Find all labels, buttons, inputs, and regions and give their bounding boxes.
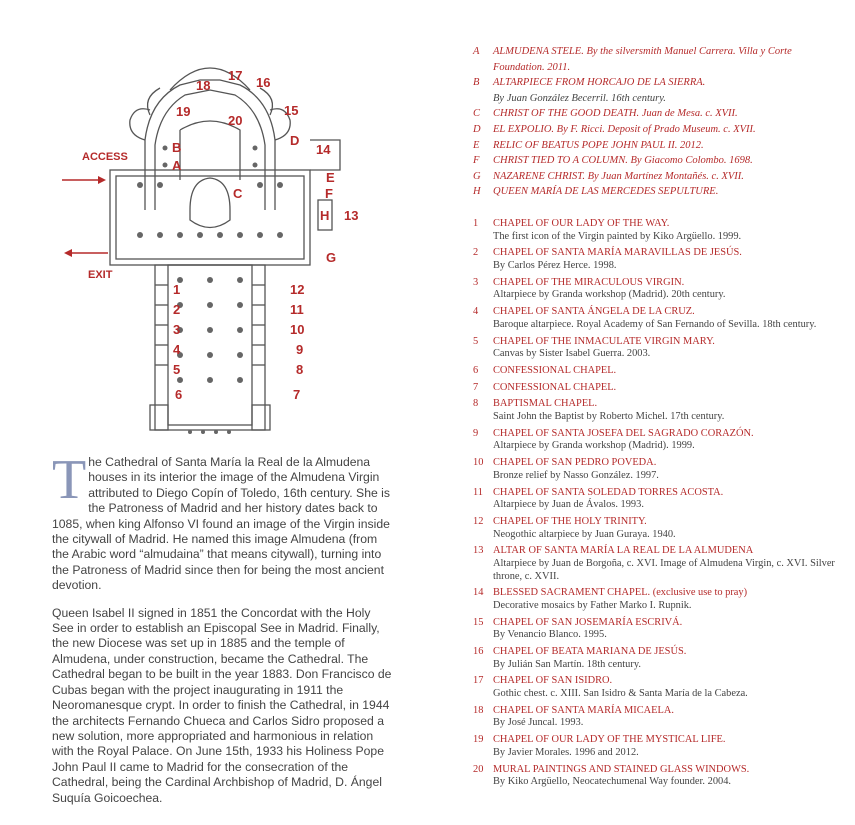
- chapel-item-8: [473, 398, 843, 423]
- chapel-title: CONFESSIONAL CHAPEL.: [493, 381, 617, 393]
- chapel-item-4: [473, 306, 843, 331]
- chapel-description: By Carlos Pérez Herce. 1998.: [493, 259, 617, 271]
- chapel-number: 6: [473, 364, 479, 376]
- floor-plan-svg: [50, 60, 370, 440]
- chapel-description: Altarpiece by Juan de Ávalos. 1993.: [493, 499, 644, 511]
- plan-letter-d: D: [290, 133, 300, 148]
- chapel-title: CHAPEL OF OUR LADY OF THE MYSTICAL LIFE.: [493, 734, 726, 746]
- chapel-number: 5: [473, 335, 479, 347]
- chapel-item-18: [473, 705, 843, 730]
- chapel-number: 2: [473, 247, 479, 259]
- chapel-item-12: [473, 516, 843, 541]
- plan-chapel-4: 4: [173, 342, 181, 357]
- chapel-description: Altarpiece by Juan de Borgoña, c. XVI. Image of Almudena Virgin, c. XVI. Silver throne, c. XVII.: [493, 557, 835, 582]
- chapel-list: [473, 218, 843, 793]
- legend-item-g: [473, 169, 843, 185]
- chapel-description: Decorative mosaics by Father Marko I. Rupnik.: [493, 599, 692, 611]
- plan-chapel-5: 5: [173, 362, 181, 377]
- chapel-title: CHAPEL OF THE MIRACULOUS VIRGIN.: [493, 276, 685, 288]
- plan-chapel-15: 15: [284, 103, 299, 118]
- access-label: ACCESS: [82, 151, 128, 163]
- plan-chapel-14: 14: [316, 142, 331, 157]
- chapel-description: Neogothic altarpiece by Juan Guraya. 1940.: [493, 528, 676, 540]
- chapel-title: BLESSED SACRAMENT CHAPEL. (exclusive use to pray): [493, 587, 748, 599]
- plan-chapel-6: 6: [175, 387, 183, 402]
- chapel-number: 10: [473, 457, 484, 469]
- chapel-title: CONFESSIONAL CHAPEL.: [493, 364, 617, 376]
- legend-key: G: [473, 170, 481, 182]
- chapel-number: 16: [473, 646, 484, 658]
- chapel-title: MURAL PAINTINGS AND STAINED GLASS WINDOWS.: [493, 763, 750, 775]
- legend-title: ALMUDENA STELE. By the silversmith Manuel Carrera. Villa y Corte Foundation. 2011.: [493, 46, 792, 73]
- chapel-number: 20: [473, 763, 484, 775]
- chapel-title: CHAPEL OF THE HOLY TRINITY.: [493, 515, 647, 527]
- legend-title: EL EXPOLIO. By F. Ricci. Deposit of Prado Museum. c. XVII.: [493, 123, 756, 135]
- legend-item-f: [473, 153, 843, 169]
- chapel-title: CHAPEL OF SAN ISIDRO.: [493, 675, 613, 687]
- chapel-description: Canvas by Sister Isabel Guerra. 2003.: [493, 348, 651, 360]
- chapel-number: 14: [473, 587, 484, 599]
- chapel-item-5: [473, 336, 843, 361]
- legend-title: CHRIST OF THE GOOD DEATH. Juan de Mesa. c. XVII.: [493, 108, 738, 120]
- chapel-description: Gothic chest. c. XIII. San Isidro & Santa María de la Cabeza.: [493, 688, 748, 699]
- chapel-description: Baroque altarpiece. Royal Academy of San Fernando of Sevilla. 18th century.: [493, 318, 817, 330]
- plan-letter-c: C: [233, 186, 243, 201]
- chapel-description: By Javier Morales. 1996 and 2012.: [493, 746, 639, 758]
- chapel-description: Altarpiece by Granda workshop (Madrid). 1999.: [493, 440, 695, 452]
- legend-key: D: [473, 123, 481, 135]
- chapel-title: CHAPEL OF SAN PEDRO POVEDA.: [493, 457, 657, 469]
- chapel-item-13: [473, 545, 843, 583]
- drop-cap: T: [52, 449, 87, 511]
- chapel-number: 8: [473, 398, 479, 410]
- chapel-item-14: [473, 587, 843, 612]
- plan-letter-e: E: [326, 170, 335, 185]
- chapel-number: 17: [473, 675, 484, 687]
- legend-subtitle: By Juan González Becerril. 16th century.: [493, 92, 666, 104]
- chapel-number: 15: [473, 616, 484, 628]
- plan-chapel-2: 2: [173, 302, 181, 317]
- plan-chapel-3: 3: [173, 322, 181, 337]
- legend-item-d: [473, 122, 843, 138]
- chapel-item-3: [473, 277, 843, 302]
- plan-chapel-9: 9: [296, 342, 304, 357]
- chapel-number: 19: [473, 734, 484, 746]
- chapel-description: Bronze relief by Nasso González. 1997.: [493, 469, 659, 481]
- chapel-item-15: [473, 617, 843, 642]
- chapel-number: 7: [473, 381, 479, 393]
- chapel-title: CHAPEL OF SANTA JOSEFA DEL SAGRADO CORAZÓN.: [493, 427, 754, 439]
- legend-key: B: [473, 77, 480, 89]
- legend-key: E: [473, 139, 480, 151]
- chapel-number: 12: [473, 515, 484, 527]
- plan-chapel-13: 13: [344, 208, 359, 223]
- chapel-number: 13: [473, 545, 484, 557]
- plan-chapel-1: 1: [173, 282, 181, 297]
- chapel-number: 1: [473, 218, 479, 229]
- plan-chapel-7: 7: [293, 387, 301, 402]
- chapel-item-1: [473, 218, 843, 243]
- plan-chapel-19: 19: [176, 104, 191, 119]
- chapel-description: By José Juncal. 1993.: [493, 717, 584, 729]
- plan-chapel-8: 8: [296, 362, 304, 377]
- intro-text: [52, 449, 392, 818]
- chapel-title: CHAPEL OF SANTA MARÍA MICAELA.: [493, 704, 674, 716]
- legend-key: H: [473, 186, 481, 198]
- legend-title: NAZARENE CHRIST. By Juan Martínez Montañés. c. XVII.: [493, 170, 744, 182]
- plan-chapel-17: 17: [228, 68, 243, 83]
- legend-title: RELIC OF BEATUS POPE JOHN PAUL II. 2012.: [493, 139, 704, 151]
- plan-chapel-12: 12: [290, 282, 305, 297]
- chapel-title: ALTAR OF SANTA MARÍA LA REAL DE LA ALMUDENA: [493, 545, 754, 557]
- chapel-title: CHAPEL OF SAN JOSEMARÍA ESCRIVÁ.: [493, 616, 683, 628]
- chapel-title: CHAPEL OF OUR LADY OF THE WAY.: [493, 218, 670, 229]
- chapel-title: CHAPEL OF THE INMACULATE VIRGIN MARY.: [493, 335, 715, 347]
- plan-chapel-16: 16: [256, 75, 271, 90]
- chapel-item-10: [473, 457, 843, 482]
- chapel-title: BAPTISMAL CHAPEL.: [493, 398, 598, 410]
- legend-item-a: [473, 44, 843, 75]
- exit-label: EXIT: [88, 269, 113, 281]
- plan-chapel-18: 18: [196, 78, 211, 93]
- letter-legend: [473, 44, 843, 200]
- chapel-number: 9: [473, 427, 479, 439]
- chapel-item-6: [473, 365, 843, 378]
- chapel-title: CHAPEL OF SANTA ÁNGELA DE LA CRUZ.: [493, 306, 695, 318]
- cathedral-floor-plan: [50, 60, 370, 440]
- chapel-item-17: [473, 675, 843, 700]
- chapel-item-19: [473, 734, 843, 759]
- plan-letter-f: F: [325, 186, 333, 201]
- chapel-title: CHAPEL OF SANTA SOLEDAD TORRES ACOSTA.: [493, 486, 724, 498]
- legend-item-b: [473, 75, 843, 106]
- legend-key: C: [473, 108, 481, 120]
- chapel-item-7: [473, 382, 843, 395]
- chapel-item-16: [473, 646, 843, 671]
- plan-letter-a: A: [172, 158, 182, 173]
- plan-chapel-10: 10: [290, 322, 305, 337]
- legend-item-c: [473, 106, 843, 122]
- legend-item-e: [473, 138, 843, 154]
- chapel-item-9: [473, 428, 843, 453]
- legend-item-h: [473, 184, 843, 200]
- chapel-description: The first icon of the Virgin painted by Kiko Argüello. 1999.: [493, 230, 742, 242]
- plan-chapel-20: 20: [228, 113, 243, 128]
- chapel-description: Saint John the Baptist by Roberto Michel. 17th century.: [493, 411, 725, 423]
- chapel-number: 3: [473, 276, 479, 288]
- chapel-number: 18: [473, 704, 484, 716]
- legend-key: A: [473, 46, 480, 57]
- plan-letter-b: B: [172, 140, 182, 155]
- legend-title: ALTARPIECE FROM HORCAJO DE LA SIERRA.: [493, 77, 706, 89]
- chapel-title: CHAPEL OF BEATA MARIANA DE JESÚS.: [493, 646, 687, 658]
- chapel-description: By Kiko Argüello, Neocatechumenal Way founder. 2004.: [493, 776, 731, 788]
- legend-title: QUEEN MARÍA DE LAS MERCEDES SEPULTURE.: [493, 186, 719, 198]
- chapel-description: By Julián San Martín. 18th century.: [493, 658, 641, 670]
- plan-chapel-11: 11: [290, 302, 304, 317]
- intro-paragraph-1: The Cathedral of Santa María la Real de la Almudena houses in its interior the image of the Almudena Virgin attributed to Diego Copín of Toledo, 16th century. She is the Patroness of Madrid and her history dates back to 1085, when king Alfonso VI found an image of the Virgin inside the citywall of Madrid. He named this image Almudena (from the Arabic word “almudaina” that means citywall), turning into the Patroness of Madrid since then for being the most ancient devotion.: [52, 449, 390, 593]
- intro-paragraph-2: Queen Isabel II signed in 1851 the Concordat with the Holy See in order to establish an Episcopal See in Madrid. Finally, the new Diocese was set up in 1885 and the temple of Almudena, under construction, became the Cathedral. The Cathedral began to be built in the year 1883. Don Francisco de Cubas began with the project inaugurating in 1911 the Neoromanesque crypt. In order to finish the Cathedral, in 1944 the architects Fernando Chueca and Carlos Sidro proposed a new solution, more appropriated and harmonious in relation with the Royal Palace. On June 15th, 1933 his Holiness Pope John Paul II came to Madrid for the consecration of the Cathedral, being the Cardinal Archbishop of Madrid, D. Ángel Suquía Goicoechea.: [52, 605, 392, 805]
- chapel-title: CHAPEL OF SANTA MARÍA MARAVILLAS DE JESÚS.: [493, 247, 742, 259]
- chapel-number: 4: [473, 306, 479, 318]
- chapel-description: By Venancio Blanco. 1995.: [493, 629, 607, 641]
- plan-letter-g: G: [326, 250, 337, 265]
- chapel-item-2: [473, 247, 843, 272]
- chapel-item-20: [473, 764, 843, 789]
- chapel-description: Altarpiece by Granda workshop (Madrid). 20th century.: [493, 289, 726, 301]
- legend-title: CHRIST TIED TO A COLUMN. By Giacomo Colombo. 1698.: [493, 155, 753, 167]
- legend-key: F: [473, 155, 480, 167]
- chapel-item-11: [473, 487, 843, 512]
- plan-letter-h: H: [320, 208, 330, 223]
- chapel-number: 11: [473, 486, 484, 498]
